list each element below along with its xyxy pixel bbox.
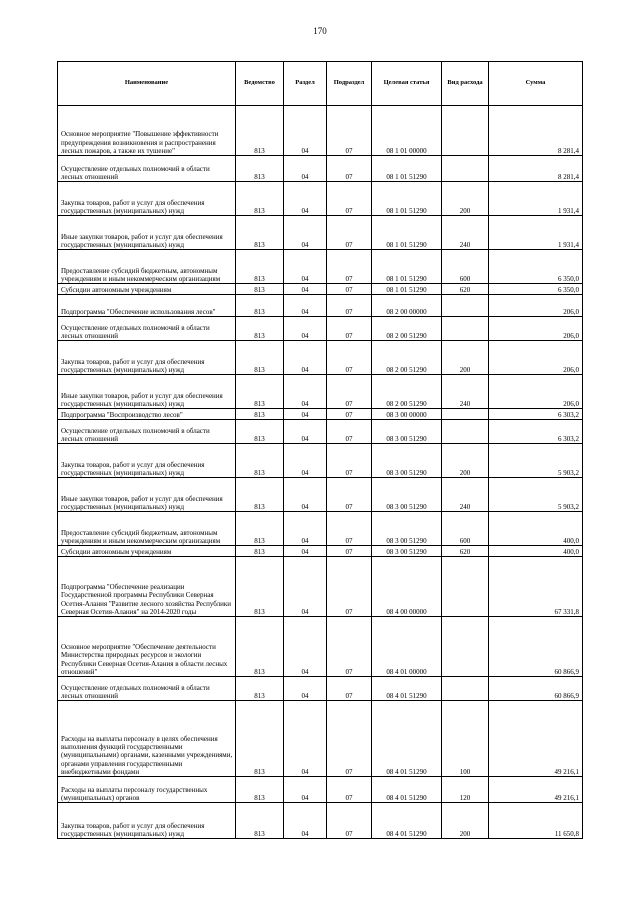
- cell-section: 04: [284, 182, 327, 216]
- cell-subsection: 07: [327, 420, 372, 444]
- cell-section: 04: [284, 617, 327, 677]
- cell-section: 04: [284, 701, 327, 777]
- cell-subsection: 07: [327, 106, 372, 156]
- cell-section: 04: [284, 478, 327, 512]
- cell-department: 813: [236, 557, 284, 617]
- cell-subsection: 07: [327, 557, 372, 617]
- cell-section: 04: [284, 317, 327, 341]
- cell-amount: 60 866,9: [489, 677, 583, 701]
- cell-amount: 49 216,1: [489, 701, 583, 777]
- cell-subsection: 07: [327, 216, 372, 250]
- header-subsection: Подраздел: [327, 62, 372, 106]
- cell-department: 813: [236, 546, 284, 557]
- cell-expense-type: 200: [442, 444, 489, 478]
- cell-amount: 206,0: [489, 341, 583, 375]
- cell-department: 813: [236, 677, 284, 701]
- table-body: [58, 106, 583, 839]
- cell-subsection: 07: [327, 617, 372, 677]
- cell-expense-type: 600: [442, 512, 489, 546]
- cell-section: 04: [284, 512, 327, 546]
- cell-target-article: 08 1 01 51290: [372, 284, 442, 295]
- cell-amount: 6 350,0: [489, 250, 583, 284]
- cell-subsection: 07: [327, 250, 372, 284]
- table-row: [58, 409, 583, 420]
- cell-name: Закупка товаров, работ и услуг для обеспечения государственных (муниципальных) нужд: [58, 341, 236, 375]
- cell-department: 813: [236, 375, 284, 409]
- cell-amount: 400,0: [489, 546, 583, 557]
- cell-department: 813: [236, 156, 284, 182]
- cell-target-article: 08 3 00 00000: [372, 409, 442, 420]
- cell-name: Иные закупки товаров, работ и услуг для обеспечения государственных (муниципальных) нужд: [58, 216, 236, 250]
- cell-name: Подпрограмма "Обеспечение реализации Государственной программы Республики Северная Осетия-Алания "Развитие лесного хозяйства Республики Северная Осетия-Алания" на 2014-2020 годы: [58, 557, 236, 617]
- cell-amount: 206,0: [489, 375, 583, 409]
- cell-target-article: 08 3 00 51290: [372, 478, 442, 512]
- cell-subsection: 07: [327, 512, 372, 546]
- cell-name: Субсидии автономным учреждениям: [58, 284, 236, 295]
- cell-expense-type: 240: [442, 216, 489, 250]
- table-row: [58, 557, 583, 617]
- cell-expense-type: 240: [442, 375, 489, 409]
- cell-name: Расходы на выплаты персоналу в целях обеспечения выполнения функций государственными (муниципальными) органами, казенными учреждениями, органами управления государственными внебюджетными фондами: [58, 701, 236, 777]
- cell-department: 813: [236, 182, 284, 216]
- cell-expense-type: [442, 409, 489, 420]
- cell-name: Закупка товаров, работ и услуг для обеспечения государственных (муниципальных) нужд: [58, 444, 236, 478]
- table-row: [58, 546, 583, 557]
- cell-name: Осуществление отдельных полномочий в области лесных отношений: [58, 156, 236, 182]
- header-name: Наименование: [58, 62, 236, 106]
- cell-section: 04: [284, 803, 327, 839]
- cell-name: Основное мероприятие "Обеспечение деятельности Министерства природных ресурсов и экологии Республики Северная Осетия-Алания в области лесных отношений": [58, 617, 236, 677]
- table-row: [58, 341, 583, 375]
- cell-expense-type: [442, 156, 489, 182]
- cell-section: 04: [284, 216, 327, 250]
- cell-subsection: 07: [327, 701, 372, 777]
- cell-target-article: 08 2 00 00000: [372, 295, 442, 317]
- table-row: [58, 156, 583, 182]
- table-row: [58, 317, 583, 341]
- cell-section: 04: [284, 444, 327, 478]
- cell-target-article: 08 4 01 00000: [372, 617, 442, 677]
- cell-expense-type: [442, 420, 489, 444]
- cell-target-article: 08 2 00 51290: [372, 375, 442, 409]
- table-row: [58, 777, 583, 803]
- cell-expense-type: 600: [442, 250, 489, 284]
- cell-amount: 400,0: [489, 512, 583, 546]
- header-row: [58, 62, 583, 106]
- cell-section: 04: [284, 284, 327, 295]
- cell-target-article: 08 3 00 51290: [372, 512, 442, 546]
- header-department: Ведомство: [236, 62, 284, 106]
- cell-expense-type: [442, 317, 489, 341]
- table-row: [58, 182, 583, 216]
- cell-department: 813: [236, 250, 284, 284]
- table-row: [58, 444, 583, 478]
- cell-section: 04: [284, 156, 327, 182]
- cell-name: Расходы на выплаты персоналу государственных (муниципальных) органов: [58, 777, 236, 803]
- cell-subsection: 07: [327, 803, 372, 839]
- cell-name: Осуществление отдельных полномочий в области лесных отношений: [58, 677, 236, 701]
- cell-department: 813: [236, 777, 284, 803]
- header-amount: Сумма: [489, 62, 583, 106]
- page-number: 170: [313, 26, 327, 36]
- cell-department: 813: [236, 701, 284, 777]
- cell-name: Закупка товаров, работ и услуг для обеспечения государственных (муниципальных) нужд: [58, 803, 236, 839]
- table-row: [58, 106, 583, 156]
- cell-expense-type: 620: [442, 546, 489, 557]
- cell-subsection: 07: [327, 341, 372, 375]
- cell-department: 813: [236, 317, 284, 341]
- cell-expense-type: 620: [442, 284, 489, 295]
- cell-subsection: 07: [327, 182, 372, 216]
- cell-amount: 60 866,9: [489, 617, 583, 677]
- cell-target-article: 08 1 01 51290: [372, 182, 442, 216]
- cell-amount: 1 931,4: [489, 216, 583, 250]
- table-row: [58, 250, 583, 284]
- cell-name: Основное мероприятие "Повышение эффективности предупреждения возникновения и распространения лесных пожаров, а также их тушение": [58, 106, 236, 156]
- table-row: [58, 478, 583, 512]
- cell-name: Подпрограмма "Воспроизводство лесов": [58, 409, 236, 420]
- cell-expense-type: 240: [442, 478, 489, 512]
- cell-section: 04: [284, 250, 327, 284]
- cell-amount: 5 903,2: [489, 444, 583, 478]
- table-row: [58, 803, 583, 839]
- cell-amount: 11 650,8: [489, 803, 583, 839]
- cell-target-article: 08 1 01 00000: [372, 106, 442, 156]
- cell-department: 813: [236, 409, 284, 420]
- cell-target-article: 08 2 00 51290: [372, 317, 442, 341]
- cell-section: 04: [284, 375, 327, 409]
- cell-subsection: 07: [327, 295, 372, 317]
- cell-section: 04: [284, 557, 327, 617]
- cell-name: Иные закупки товаров, работ и услуг для обеспечения государственных (муниципальных) нужд: [58, 478, 236, 512]
- cell-amount: 6 303,2: [489, 420, 583, 444]
- table-row: [58, 375, 583, 409]
- cell-expense-type: 120: [442, 777, 489, 803]
- cell-amount: 206,0: [489, 317, 583, 341]
- cell-expense-type: 200: [442, 803, 489, 839]
- table-row: [58, 701, 583, 777]
- cell-section: 04: [284, 546, 327, 557]
- cell-amount: 8 281,4: [489, 156, 583, 182]
- cell-name: Иные закупки товаров, работ и услуг для обеспечения государственных (муниципальных) нужд: [58, 375, 236, 409]
- cell-target-article: 08 3 00 51290: [372, 546, 442, 557]
- table-row: [58, 284, 583, 295]
- cell-name: Осуществление отдельных полномочий в области лесных отношений: [58, 317, 236, 341]
- cell-amount: 67 331,8: [489, 557, 583, 617]
- cell-name: Субсидии автономным учреждениям: [58, 546, 236, 557]
- cell-expense-type: 100: [442, 701, 489, 777]
- cell-department: 813: [236, 284, 284, 295]
- cell-target-article: 08 4 01 51290: [372, 803, 442, 839]
- cell-name: Предоставление субсидий бюджетным, автономным учреждениям и иным некоммерческим организациям: [58, 512, 236, 546]
- cell-expense-type: [442, 557, 489, 617]
- cell-target-article: 08 3 00 51290: [372, 420, 442, 444]
- cell-amount: 6 303,2: [489, 409, 583, 420]
- cell-department: 813: [236, 295, 284, 317]
- cell-section: 04: [284, 777, 327, 803]
- table-header: [58, 62, 583, 106]
- cell-target-article: 08 4 00 00000: [372, 557, 442, 617]
- cell-amount: 5 903,2: [489, 478, 583, 512]
- cell-subsection: 07: [327, 546, 372, 557]
- header-section: Раздел: [284, 62, 327, 106]
- cell-name: Подпрограмма "Обеспечение использования лесов": [58, 295, 236, 317]
- cell-subsection: 07: [327, 375, 372, 409]
- cell-amount: 1 931,4: [489, 182, 583, 216]
- table-row: [58, 512, 583, 546]
- cell-subsection: 07: [327, 156, 372, 182]
- cell-department: 813: [236, 420, 284, 444]
- budget-table: [57, 61, 583, 839]
- cell-target-article: 08 3 00 51290: [372, 444, 442, 478]
- cell-subsection: 07: [327, 444, 372, 478]
- cell-target-article: 08 1 01 51290: [372, 156, 442, 182]
- cell-department: 813: [236, 617, 284, 677]
- cell-section: 04: [284, 677, 327, 701]
- cell-target-article: 08 2 00 51290: [372, 341, 442, 375]
- cell-section: 04: [284, 420, 327, 444]
- cell-subsection: 07: [327, 317, 372, 341]
- cell-target-article: 08 4 01 51290: [372, 677, 442, 701]
- cell-expense-type: [442, 295, 489, 317]
- cell-expense-type: [442, 677, 489, 701]
- table-row: [58, 420, 583, 444]
- cell-department: 813: [236, 803, 284, 839]
- cell-target-article: 08 4 01 51290: [372, 701, 442, 777]
- cell-name: Предоставление субсидий бюджетным, автономным учреждениям и иным некоммерческим организациям: [58, 250, 236, 284]
- cell-section: 04: [284, 106, 327, 156]
- cell-department: 813: [236, 106, 284, 156]
- header-expense-type: Вид расхода: [442, 62, 489, 106]
- cell-section: 04: [284, 409, 327, 420]
- header-target-article: Целевая статья: [372, 62, 442, 106]
- cell-subsection: 07: [327, 284, 372, 295]
- cell-department: 813: [236, 512, 284, 546]
- cell-target-article: 08 1 01 51290: [372, 250, 442, 284]
- cell-amount: 206,0: [489, 295, 583, 317]
- cell-subsection: 07: [327, 777, 372, 803]
- cell-department: 813: [236, 216, 284, 250]
- cell-department: 813: [236, 478, 284, 512]
- cell-department: 813: [236, 444, 284, 478]
- table-row: [58, 677, 583, 701]
- cell-section: 04: [284, 341, 327, 375]
- cell-target-article: 08 1 01 51290: [372, 216, 442, 250]
- cell-amount: 6 350,0: [489, 284, 583, 295]
- cell-amount: 8 281,4: [489, 106, 583, 156]
- table-row: [58, 295, 583, 317]
- cell-expense-type: [442, 106, 489, 156]
- cell-section: 04: [284, 295, 327, 317]
- cell-expense-type: 200: [442, 182, 489, 216]
- cell-department: 813: [236, 341, 284, 375]
- cell-target-article: 08 4 01 51290: [372, 777, 442, 803]
- cell-expense-type: [442, 617, 489, 677]
- cell-expense-type: 200: [442, 341, 489, 375]
- table-row: [58, 617, 583, 677]
- cell-name: Осуществление отдельных полномочий в области лесных отношений: [58, 420, 236, 444]
- cell-subsection: 07: [327, 478, 372, 512]
- cell-name: Закупка товаров, работ и услуг для обеспечения государственных (муниципальных) нужд: [58, 182, 236, 216]
- cell-subsection: 07: [327, 409, 372, 420]
- cell-subsection: 07: [327, 677, 372, 701]
- table-row: [58, 216, 583, 250]
- cell-amount: 49 216,1: [489, 777, 583, 803]
